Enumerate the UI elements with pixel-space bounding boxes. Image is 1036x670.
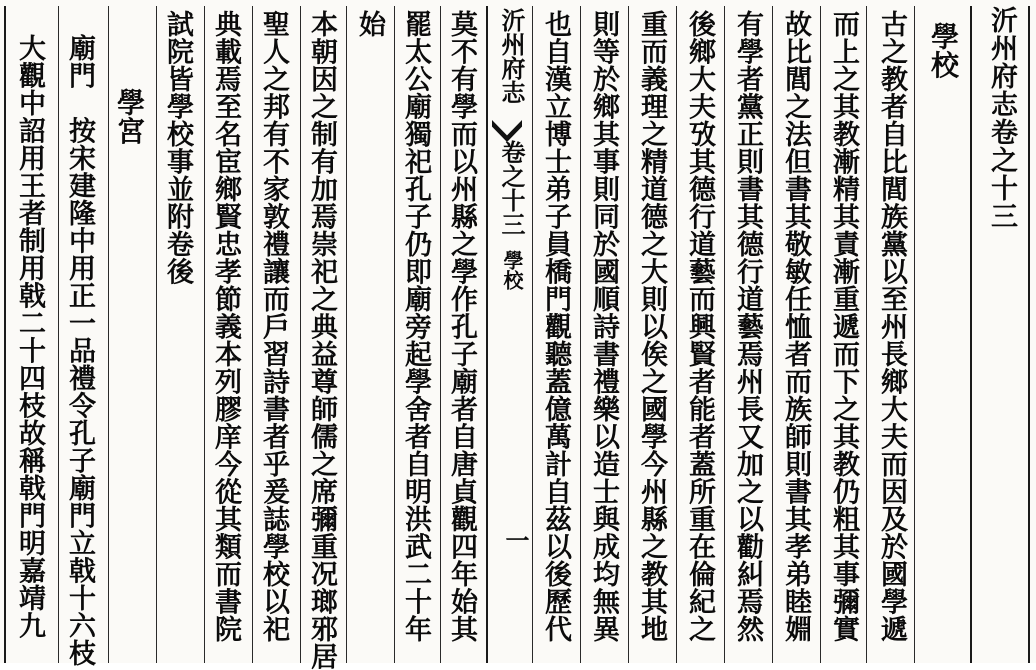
margin-title: 沂州府志 [497,8,526,104]
text-column: 典載焉至名宦鄉賢忠孝節義本列膠庠今從其類而書院 [210,10,241,643]
column-rule [676,6,677,663]
column-rule [914,6,915,663]
column-rule [628,6,629,663]
column-rule [58,6,59,663]
text-column: 後鄉大夫攷其德行道藝而興賢者能者蓋所重在倫紀之 [684,10,715,643]
book-title: 沂州府志卷之十三 [986,6,1017,230]
column-rule [580,6,581,663]
text-column: 故比閭之法但書其敬敏任恤者而族師則書其孝弟睦婣 [780,10,811,643]
column-rule [532,6,533,663]
margin-volume: 卷之十三 [497,140,526,236]
column-rule [108,6,109,663]
text-column: 而上之其教漸精其責漸重遞而下之其教仍粗其事彌實 [828,10,859,643]
column-rule [866,6,867,663]
text-column: 古之教者自比閭族黨以至州長鄉大夫而因及於國學遞 [876,10,907,643]
column-rule [252,6,253,663]
column-rule [1028,6,1030,663]
text-column: 也自漢立博士弟子員橋門觀聽蓋億萬計自茲以後歷代 [540,10,571,643]
column-rule [346,6,347,663]
column-rule [300,6,301,663]
text-column: 大觀中詔用王者制用戟二十四枝故稱戟門明嘉靖九 [14,34,45,639]
text-column: 重而義理之精道德之大則以俟之國學今州縣之教其地 [636,10,667,643]
column-rule [724,6,725,663]
text-column: 莫不有學而以州縣之學作孔子廟者自唐貞觀四年始其 [446,10,477,643]
text-column: 本朝因之制有加焉崇祀之典益尊師儒之席彌重况瑯邪居 [306,10,337,670]
text-column: 則等於鄉其事則同於國順詩書禮樂以造士與成均無異 [588,10,619,643]
section-heading: 學校 [927,22,960,79]
text-column: 罷太公廟獨祀孔子仍即廟旁起學舍者自明洪武二十年 [400,10,431,643]
column-rule [4,6,6,663]
column-rule [440,6,441,663]
text-column: 始 [354,10,385,38]
center-margin [486,0,530,663]
subsection-heading: 學宮 [113,88,146,145]
column-rule [204,6,205,663]
text-column: 廟門 按宋建隆中用正一品禮令孔子廟門立戟十六枝 [64,34,95,667]
column-rule [820,6,821,663]
text-column: 試院皆學校事並附卷後 [162,10,193,285]
column-rule [156,6,157,663]
margin-section: 學校 [500,250,524,290]
fishtail-mark-icon [492,120,522,142]
column-rule [772,6,773,663]
text-column: 聖人之邦有不家敦禮讓而戶習詩書者乎爰誌學校以祀 [258,10,289,643]
margin-leaf-number: 一 [501,528,530,552]
text-column: 有學者黨正則書其德行道藝焉州長又加之以勸糾焉然 [732,10,763,643]
column-rule [970,6,972,663]
column-rule [394,6,395,663]
